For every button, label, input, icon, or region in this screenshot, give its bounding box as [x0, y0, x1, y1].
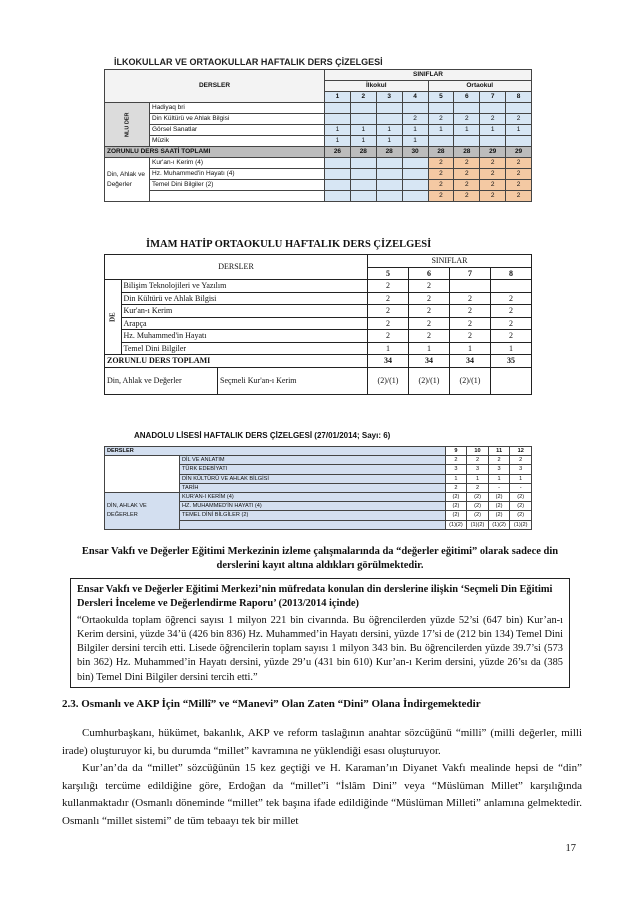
- value-cell: [376, 114, 402, 125]
- body-paragraph: Cumhurbaşkanı, hükümet, bakanlık, AKP ve reform taslağının anahtar sözcüğünü “milli” (milli değerler, milli irade) oluşturuyor ki, bu durumda “millet” kavramına ne yüklendiği esası oluşturuyor.: [62, 727, 582, 757]
- value-cell: 1: [491, 342, 532, 355]
- total-cell: 28: [376, 147, 402, 158]
- elective-name: [150, 191, 325, 202]
- primary-middle-school-schedule-figure: [104, 55, 532, 219]
- value-cell: 2: [368, 305, 409, 318]
- value-cell: (1)(2): [467, 520, 489, 529]
- grade-cell: 10: [467, 447, 489, 456]
- value-cell: -: [510, 483, 532, 492]
- value-cell: 1: [350, 125, 376, 136]
- total-cell: 29: [506, 147, 532, 158]
- value-cell: 1: [428, 125, 454, 136]
- value-cell: (2): [445, 493, 467, 502]
- subject-name: Kur'an-ı Kerim: [121, 305, 368, 318]
- value-cell: 2: [454, 169, 480, 180]
- total-cell: 34: [450, 355, 491, 368]
- grade-cell: 9: [445, 447, 467, 456]
- total-cell: 30: [402, 147, 428, 158]
- value-cell: 1: [402, 136, 428, 147]
- value-cell: 2: [454, 191, 480, 202]
- box-title: Ensar Vakfı ve Değerler Eğitimi Merkezi’nin müfredata konulan din derslerine ilişkin ‘Seçmeli Din Eğitimi Dersleri İnceleme ve Değerlendirme Raporu’ (2013/2014 içinde): [77, 584, 553, 610]
- side-label: NLU DER: [105, 103, 150, 147]
- value-cell: 2: [491, 305, 532, 318]
- value-cell: (2): [467, 502, 489, 511]
- value-cell: 2: [428, 169, 454, 180]
- value-cell: [325, 114, 351, 125]
- header-ilkokul: İlkokul: [325, 81, 429, 92]
- section-heading: 2.3. Osmanlı ve AKP İçin “Millî” ve “Manevi” Olan Zaten “Dini” Olana İndirgemektedir: [62, 698, 481, 710]
- header-dersler: DERSLER: [105, 255, 368, 280]
- value-cell: 2: [506, 180, 532, 191]
- value-cell: 2: [506, 158, 532, 169]
- value-cell: 3: [510, 465, 532, 474]
- value-cell: 2: [491, 292, 532, 305]
- value-cell: [350, 114, 376, 125]
- value-cell: (1)(2): [445, 520, 467, 529]
- elective-group-label: Din, Ahlak ve Değerler: [105, 368, 218, 394]
- value-cell: [454, 136, 480, 147]
- grade-cell: 8: [491, 267, 532, 280]
- figure-caption: Ensar Vakfı ve Değerler Eğitimi Merkezinin izleme çalışmalarında da “değerler eğitimi” olarak sadece din derslerini kayıt altına aldıkları görülmektedir.: [81, 546, 559, 571]
- value-cell: 2: [450, 292, 491, 305]
- value-cell: 1: [480, 125, 506, 136]
- total-cell: 35: [491, 355, 532, 368]
- subject-name: Hz. Muhammed'in Hayatı: [121, 330, 368, 343]
- elective-name: Seçmeli Kur'an-ı Kerim: [220, 375, 297, 385]
- value-cell: 1: [510, 474, 532, 483]
- value-cell: 2: [368, 317, 409, 330]
- value-cell: 1: [325, 125, 351, 136]
- value-cell: 1: [409, 342, 450, 355]
- grade-cell: 6: [409, 267, 450, 280]
- elective-group-label: DİN, AHLAK VE DEĞERLER: [105, 493, 180, 530]
- subject-name: Bilişim Teknolojileri ve Yazılım: [121, 280, 368, 293]
- total-label: ZORUNLU DERS SAATİ TOPLAMI: [105, 147, 325, 158]
- header-siniflar: SINIFLAR: [368, 255, 532, 268]
- value-cell: 2: [480, 114, 506, 125]
- schedule-table: [104, 254, 532, 395]
- subject-name: Din Kültürü ve Ahlak Bilgisi: [121, 292, 368, 305]
- value-cell: 2: [368, 292, 409, 305]
- grade-cell: 7: [480, 92, 506, 103]
- value-cell: 2: [402, 114, 428, 125]
- total-cell: 34: [409, 355, 450, 368]
- value-cell: [506, 136, 532, 147]
- grade-cell: 1: [325, 92, 351, 103]
- value-cell: 2: [491, 317, 532, 330]
- figure-title: İLKOKULLAR VE ORTAOKULLAR HAFTALIK DERS ÇİZELGESİ: [114, 57, 383, 67]
- imam-hatip-schedule-figure: [104, 236, 532, 414]
- total-cell: 26: [325, 147, 351, 158]
- value-cell: (2): [445, 502, 467, 511]
- value-cell: 3: [467, 465, 489, 474]
- value-cell: 1: [350, 136, 376, 147]
- value-cell: (2)/(1): [368, 367, 409, 394]
- value-cell: (2)/(1): [450, 367, 491, 394]
- value-cell: 2: [480, 169, 506, 180]
- value-cell: 2: [409, 280, 450, 293]
- value-cell: (2): [510, 502, 532, 511]
- total-cell: 29: [480, 147, 506, 158]
- value-cell: 2: [467, 456, 489, 465]
- value-cell: 2: [428, 191, 454, 202]
- value-cell: 2: [510, 456, 532, 465]
- value-cell: 1: [454, 125, 480, 136]
- subject-name: Müzik: [150, 136, 325, 147]
- elective-name: Hz. Muhammed'in Hayatı (4): [150, 169, 325, 180]
- value-cell: 2: [488, 456, 510, 465]
- grade-cell: 7: [450, 267, 491, 280]
- value-cell: (2): [467, 493, 489, 502]
- value-cell: -: [488, 483, 510, 492]
- value-cell: 1: [445, 474, 467, 483]
- value-cell: (2): [488, 502, 510, 511]
- value-cell: (2): [488, 493, 510, 502]
- total-cell: 28: [428, 147, 454, 158]
- value-cell: 3: [445, 465, 467, 474]
- grade-cell: 4: [402, 92, 428, 103]
- total-cell: 34: [368, 355, 409, 368]
- value-cell: 2: [409, 330, 450, 343]
- value-cell: (2): [510, 493, 532, 502]
- value-cell: [480, 136, 506, 147]
- value-cell: 2: [491, 330, 532, 343]
- value-cell: 1: [467, 474, 489, 483]
- value-cell: 2: [409, 292, 450, 305]
- grade-cell: 5: [368, 267, 409, 280]
- value-cell: 2: [445, 456, 467, 465]
- value-cell: [428, 136, 454, 147]
- value-cell: 1: [488, 474, 510, 483]
- grade-cell: 3: [376, 92, 402, 103]
- value-cell: 2: [506, 191, 532, 202]
- value-cell: (2)/(1): [409, 367, 450, 394]
- subject-name: Hadiyaq bri: [150, 103, 325, 114]
- value-cell: (2): [445, 511, 467, 520]
- value-cell: 2: [450, 330, 491, 343]
- elective-name: HZ. MUHAMMED'İN HAYATI (4): [180, 502, 446, 511]
- value-cell: 2: [428, 114, 454, 125]
- subject-name: Din Kültürü ve Ahlak Bilgisi: [150, 114, 325, 125]
- value-cell: 1: [450, 342, 491, 355]
- value-cell: (2): [510, 511, 532, 520]
- header-dersler: DERSLER: [105, 70, 325, 103]
- value-cell: [325, 103, 351, 114]
- subject-name: Arapça: [121, 317, 368, 330]
- value-cell: 2: [450, 317, 491, 330]
- subject-name: DİL VE ANLATIM: [180, 456, 446, 465]
- value-cell: 3: [488, 465, 510, 474]
- value-cell: 2: [428, 158, 454, 169]
- header-siniflar: SINIFLAR: [325, 70, 532, 81]
- value-cell: (1)(2): [488, 520, 510, 529]
- value-cell: [480, 103, 506, 114]
- value-cell: 2: [480, 158, 506, 169]
- value-cell: 2: [480, 180, 506, 191]
- figure-title: İMAM HATİP ORTAOKULU HAFTALIK DERS ÇİZELGESİ: [146, 239, 432, 250]
- value-cell: [450, 280, 491, 293]
- report-quote-box: [70, 578, 570, 688]
- grade-cell: 8: [506, 92, 532, 103]
- value-cell: [402, 103, 428, 114]
- grade-cell: 6: [454, 92, 480, 103]
- value-cell: [376, 103, 402, 114]
- value-cell: (2): [488, 511, 510, 520]
- elective-name: Kur'an-ı Kerim (4): [150, 158, 325, 169]
- subject-name: Görsel Sanatlar: [150, 125, 325, 136]
- page-number: 17: [565, 843, 576, 854]
- value-cell: 1: [325, 136, 351, 147]
- value-cell: 2: [445, 483, 467, 492]
- value-cell: 2: [480, 191, 506, 202]
- value-cell: 2: [450, 305, 491, 318]
- anatolian-high-school-schedule-figure: [104, 426, 532, 540]
- side-label: DE: [105, 280, 122, 355]
- value-cell: 2: [409, 305, 450, 318]
- value-cell: (2): [467, 511, 489, 520]
- total-cell: 28: [454, 147, 480, 158]
- value-cell: 2: [506, 169, 532, 180]
- value-cell: [428, 103, 454, 114]
- value-cell: 2: [467, 483, 489, 492]
- value-cell: 2: [506, 114, 532, 125]
- value-cell: 2: [454, 180, 480, 191]
- grade-cell: 2: [350, 92, 376, 103]
- subject-name: Temel Dini Bilgiler: [121, 342, 368, 355]
- value-cell: 2: [454, 158, 480, 169]
- header-dersler: DERSLER: [105, 447, 446, 456]
- elective-group-label: Din, Ahlak ve Değerler: [105, 158, 150, 202]
- value-cell: 1: [376, 136, 402, 147]
- total-label: ZORUNLU DERS TOPLAMI: [105, 355, 368, 368]
- header-ortaokul: Ortaokul: [428, 81, 532, 92]
- box-quote: “Ortaokulda toplam öğrenci sayısı 1 milyon 221 bin civarında. Bu öğrencilerden yüzde 52’si (647 bin) Kur’an-ı Kerim dersini, yüzde 34’ü (426 bin 836) Hz. Muhammed’in Hayatı dersini, yüzde 17’si de (212 bin 134) Temel Dini Bilgiler dersini tercih etti. Lisede öğrencilerin toplam sayısı 1 milyon 343 bin. Bu öğrencilerden yüzde 39.7’si (573 bin 362) Hz. Muhammed’in Hayatı dersini, yüzde 29’u (431 bin 610) Kur’an-ı Kerim dersini, yüzde 26’sı da (385 bin) Temel Dini Bilgiler dersini tercih etti.”: [77, 615, 563, 683]
- subject-name: DİN KÜLTÜRÜ VE AHLAK BİLGİSİ: [180, 474, 446, 483]
- subject-name: TARİH: [180, 483, 446, 492]
- value-cell: [491, 280, 532, 293]
- value-cell: 2: [368, 330, 409, 343]
- value-cell: 1: [376, 125, 402, 136]
- value-cell: 1: [368, 342, 409, 355]
- value-cell: [454, 103, 480, 114]
- figure-title: ANADOLU LİSESİ HAFTALIK DERS ÇİZELGESİ (27/01/2014; Sayı: 6): [134, 431, 391, 440]
- body-paragraph: Kur’an’da da “millet” sözcüğünün 15 kez geçtiği ve H. Karaman’ın Diyanet Vakfı mealinde hepsi de “din” karşılığı tercüme edildiğine göre, Erdoğan da “millet”i “İslâm Dini” veya “Müslüman Millet” karşılığında kullanmaktadır (Osmanlı döneminde “millet” tek başına ifade edildiğinde “Müslüman Milleti” anlamına gelmektedir. Osmanlı “millet sistemi” de tüm tebaayı tek bir millet: [62, 762, 582, 827]
- grade-cell: 12: [510, 447, 532, 456]
- value-cell: [506, 103, 532, 114]
- grade-cell: 5: [428, 92, 454, 103]
- value-cell: 1: [506, 125, 532, 136]
- value-cell: 1: [402, 125, 428, 136]
- value-cell: 2: [454, 114, 480, 125]
- value-cell: [350, 103, 376, 114]
- value-cell: 2: [368, 280, 409, 293]
- value-cell: [491, 367, 532, 394]
- grade-cell: 11: [488, 447, 510, 456]
- total-cell: 28: [350, 147, 376, 158]
- value-cell: 2: [409, 317, 450, 330]
- schedule-table: [104, 69, 532, 202]
- elective-name: [180, 520, 446, 529]
- elective-name: Temel Dini Bilgiler (2): [150, 180, 325, 191]
- elective-name: TEMEL DİNİ BİLGİLER (2): [180, 511, 446, 520]
- value-cell: (1)(2): [510, 520, 532, 529]
- elective-name: KUR'AN-I KERİM (4): [180, 493, 446, 502]
- value-cell: 2: [428, 180, 454, 191]
- subject-name: TÜRK EDEBİYATI: [180, 465, 446, 474]
- schedule-table: [104, 446, 532, 530]
